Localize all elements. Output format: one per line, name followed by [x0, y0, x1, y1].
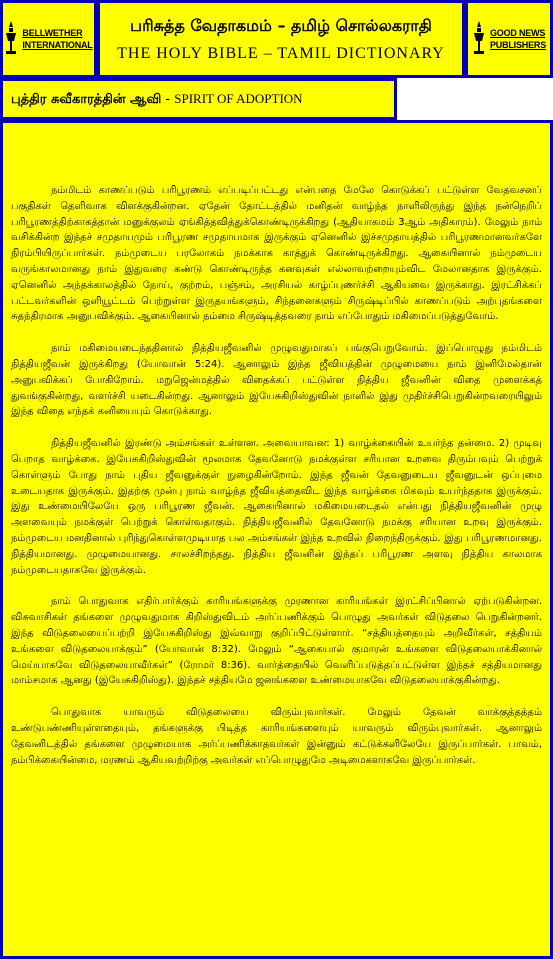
page-title	[11, 91, 303, 108]
lamp-icon	[4, 19, 18, 59]
page-title-bar	[0, 78, 397, 120]
page-title-separator: -	[161, 91, 175, 107]
english-title: THE HOLY BIBLE – TAMIL DICTIONARY	[117, 44, 445, 62]
bellwether-logo	[4, 19, 92, 59]
paragraph: பொதுவாக யாவரும் விடுதலையை விரும்புவார்கள். மேலும் தேவன் வாக்குத்தத்தம் உண்டுபண்ணியுள்ளதையும், தங்களுக்கு பிடித்த காரியங்களையும் யாவரும் விரும்புவார்கள். ஆனாலும் தேவனிடத்தில் தங்களை முழுமையாக அர்ப்பணிக்காதவர்கள் இன்னும் கட்டுக்களிலேயே இருப்பார்கள். பாவம், நம்பிக்கையின்மை, மரணம் ஆகியவற்றிற்கு அவர்கள் எப்பொழுதுமே அடிமைகளாகவே இருப்பார்கள்.	[11, 707, 542, 766]
tamil-title: பரிசுத்த வேதாகமம் – தமிழ் சொல்லகராதி	[130, 15, 432, 35]
left-logo-panel	[0, 0, 97, 78]
header-title-panel	[97, 0, 465, 78]
lamp-icon	[472, 19, 486, 59]
paragraph: நாம் பொதுவாக எதிர்பார்க்கும் காரியங்களுக்கு முரணான காரியங்கள் இரட்சிப்பினால் ஏற்படுகின்றன. விசுவாசிகள் தங்களை முழுவதுமாக கிறிஸ்துவிடம் அர்ப்பணிக்கும் பொழுது அவர்கள் விடுதலை பெறுகின்றனர். இந்த விடுதலையைப்பற்றி இயேசுகிறிஸ்து இவ்வாறு குறிப்பிட்டுள்ளார். “சத்தியத்தையும் அறிவீர்கள், சத்தியம் உங்களை விடுதலையாக்கும்” (யோவான் 8:32). மேலும் “ஆகையால் குமாரன் உங்களை விடுதலையாக்கினால் மெய்யாகவே விடுதலையாவீர்கள்” (ரோமர் 8:36). வார்த்தையில் வெளிப்படுத்தப்பட்டுள்ள இந்தச் சத்தியமானது மாம்சமாக ஆனது (இயேசுகிறிஸ்து). இந்தச் சத்தியமே ஜனங்களை உண்மையாகவே விடுதலையாக்குகின்றது.	[11, 596, 542, 687]
article-body	[0, 120, 553, 959]
left-logo-line2: INTERNATIONAL	[22, 40, 93, 50]
left-logo-line1: BELLWETHER	[22, 28, 83, 38]
right-logo-panel	[465, 0, 553, 78]
right-logo-line2: PUBLISHERS	[489, 40, 546, 50]
paragraph: நித்தியஜீவனில் இரண்டு அம்சங்கள் உள்ளன. அவையாவன: 1) வாழ்க்கையின் உயர்ந்த தன்மை. 2) முடிவு பெறாத வாழ்க்கை. இயேசுகிறிஸ்துவின் மூலமாக தேவனோடு நமக்குள்ள சரியான உறவை திரும்பவும் பெற்றுக் கொள்ளும் போது நாம் புதிய ஜீவனுக்குள் நுழைகின்றோம். இந்த ஜீவன் தேவனுடைய ஜீவனுடன் ஒப்புமை உடையதாக இருக்கும். இதற்கு முன்பு நாம் வாழ்ந்த ஜீவியத்தைவிட இந்த வாழ்க்கை மிகவும் உயர்ந்ததாக இருக்கும். இது உண்மையிலேயே ஒரு பரிபூரண ஜீவன். ஆகையினால் மகிமையடைதல் என்பது நித்தியஜீவனின் முழு அளவையும் நமக்குள் பெற்றுக் கொள்வதாகும். நித்தியஜீவனில் தேவனோடு நமக்கு சரியான உறவு இருக்கும். நம்முடைய மனதினால் புரிந்துகொள்ளமுடியாத பல அம்சங்கள் இந்த உறவில் நிறைந்திருக்கும். இது பரிபூரணமானது. நித்தியமானது. முழுமையானது. சாலச்சிறந்தது. நித்திய ஜீவனின் இந்தப் பரிபூரண அளவு நித்திய காலமாக நம்முடையதாகவே இருக்கும்.	[11, 438, 542, 576]
page-title-english: SPIRIT OF ADOPTION	[174, 90, 303, 106]
right-logo-line1: GOOD NEWS	[489, 28, 546, 38]
paragraph: நாம் மகிமையடைந்ததினால் நித்தியஜீவனில் முழுவதுமாகப் பங்குபெறுவோம். இப்பொழுது நம்மிடம் நித்தியஜீவன் இருக்கிறது (யோவான் 5:24). ஆனாலும் இந்த ஜீவியத்தின் முழுமையை நாம் இனிமேல்தான் அனுபவிக்கப் போகிறோம். மறுஜென்மத்தில் விதைக்கப் பட்டுள்ள நித்திய ஜீவனின் விதை முளைக்கத் துவங்குகின்றது, வளர்ச்சி யடைகின்றது. ஆனாலும் இயேசுகிறிஸ்துவின் நாளில் இது முதிர்ச்சிபெறுகின்றவரையிலும் இந்த விதை எந்தக் கனியையும் கொடுக்காது.	[11, 343, 542, 418]
good-news-logo	[472, 19, 546, 59]
page-title-tamil: புத்திர சுவீகாரத்தின் ஆவி	[11, 91, 162, 107]
paragraph: நம்மிடம் காணப்படும் பரிபூரணம் எப்படிப்பட்டது என்பதை மேலே கொடுக்கப் பட்டுள்ள வேதவசனப் பகுதிகள் தெளிவாக விளக்குகின்றன. ஏதேன் தோட்டத்தில் மனிதன் வாழ்ந்த நாளிலிருந்து இந்த நன்நெறிப் பரிபூரணத்திற்காகத்தான் மனுக்குலம் ஏங்கித்தவித்துக்கொண்டிருக்கிறது (ஆதியாகமம் 3ஆம் அதிகாரம்). மேலும் நாம் வசிக்கின்ற இந்தச் சமுதாயமும் பரிபூரண சமுதாயமாக இருக்கும் ஏனெனில் இச்சமுதாயத்தில் பரிபூரணமானவர்களே நிரம்பியிருப்பார்கள். நம்முடைய பரலோகம் நமக்காக காத்துக் கொண்டிருக்கிறது. ஆகையினால் நம்முடைய வருங்காலமானது நாம் இதுவரை கண்டு கொண்டிருந்த கனவுகள் எல்லாவற்றையும்விட மேலானதாக இருக்கும். ஏனெனில் அந்தக்காலத்தில் நோய், குற்றம், பஞ்சம், அரசியல் காழ்ப்புணர்ச்சி ஆகியவை இருக்காது. இரட்சிக்கப் பட்டவர்களின் ஒளியூட்டம் பெற்றுள்ள இருதயங்களும், சிந்தனைகளும் சிருஷ்டிப்பில் காணப்படும் அற்புதங்களை சுதந்திரமாக அனுபவிக்கும். ஆகையினால் நம்மை சிருஷ்டித்தவரை நாம் எப்போதும் மகிமைப்படுத்துவோம்.	[11, 185, 542, 323]
